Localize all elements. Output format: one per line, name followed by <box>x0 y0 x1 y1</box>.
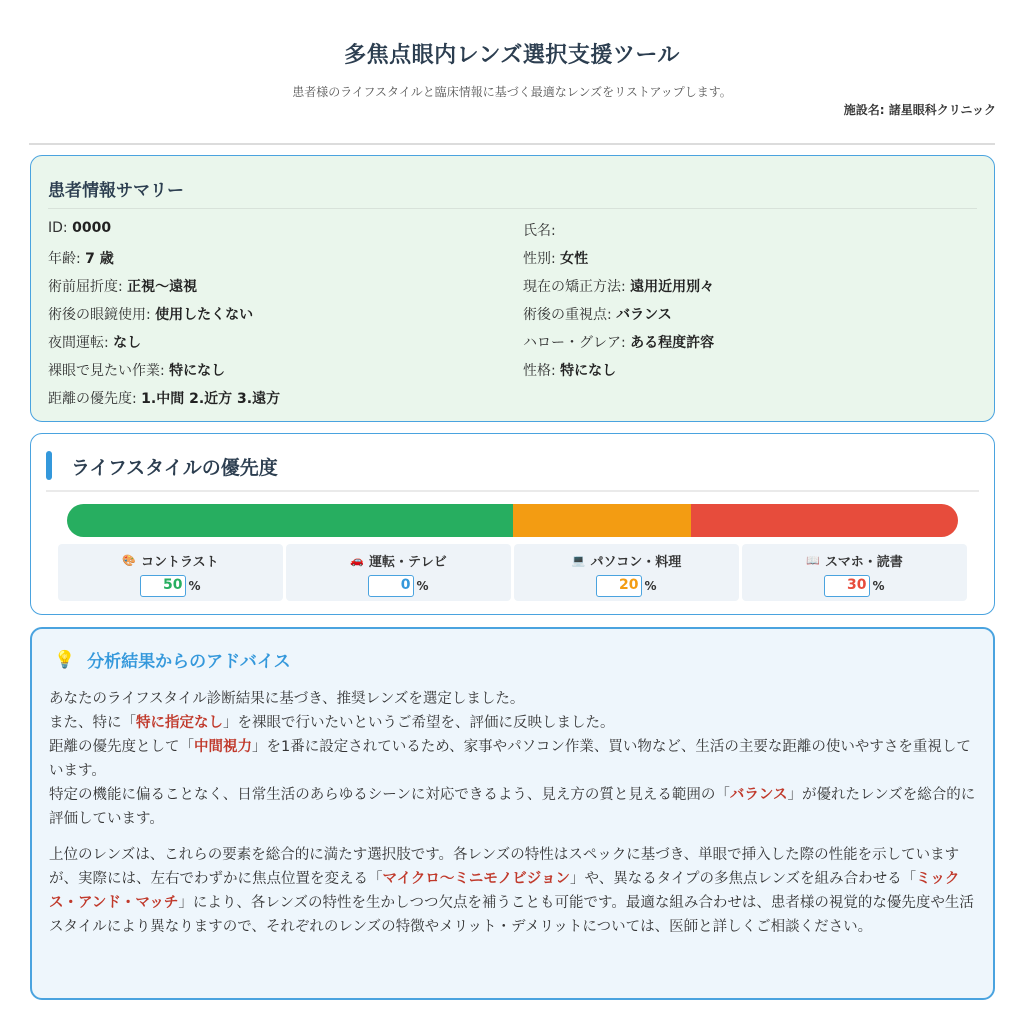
priority-cell-driving <box>286 544 511 601</box>
priority-bar-segment <box>691 504 958 537</box>
priority-bar-segment <box>67 504 513 537</box>
summary-id: ID: 0000 <box>48 220 112 236</box>
lifestyle-divider <box>46 490 979 492</box>
summary-priority: 術後の重視点: バランス <box>523 307 672 323</box>
advice-title: 分析結果からのアドバイス <box>87 652 291 672</box>
summary-night-driving: 夜間運転: なし <box>48 335 142 351</box>
percent-sign: % <box>188 579 201 593</box>
summary-glasses: 術後の眼鏡使用: 使用したくない <box>48 307 254 323</box>
facility-name: 諸星眼科クリニック <box>888 103 996 117</box>
summary-personality: 性格: 特になし <box>523 363 617 379</box>
facility-info <box>844 101 996 118</box>
priority-cell-phone <box>742 544 967 601</box>
percent-sign: % <box>872 579 885 593</box>
highlight-text: 中間視力 <box>194 739 252 755</box>
percent-sign: % <box>416 579 429 593</box>
advice-paragraph: また、特に「特に指定なし」を裸眼で行いたいというご希望を、評価に反映しました。 <box>49 715 615 731</box>
highlight-text: ミックス・アンド・マッチ <box>49 871 960 911</box>
priority-cells <box>58 544 967 601</box>
summary-correction: 現在の矯正方法: 遠用近用別々 <box>523 279 715 295</box>
advice-paragraph: 距離の優先度として「中間視力」を1番に設定されているため、家事やパソコン作業、買い物など、生活の主要な距離の使いやすさを重視しています。 <box>49 739 971 779</box>
driving-percent-input[interactable]: 0 <box>368 575 414 597</box>
palette-icon: 🎨 <box>122 554 137 567</box>
patient-summary-panel <box>30 155 995 422</box>
car-icon: 🚗 <box>350 554 364 567</box>
summary-divider <box>48 208 977 209</box>
priority-label: スマホ・読書 <box>824 555 903 570</box>
section-accent <box>46 451 52 480</box>
priority-cell-pc <box>514 544 739 601</box>
summary-title: 患者情報サマリー <box>48 181 184 201</box>
lifestyle-panel <box>30 433 995 615</box>
highlight-text: バランス <box>729 787 788 803</box>
page-title: 多焦点眼内レンズ選択支援ツール <box>344 43 680 68</box>
summary-halo-glare: ハロー・グレア: ある程度許容 <box>523 335 715 351</box>
summary-naked-eye-task: 裸眼で見たい作業: 特になし <box>48 363 226 379</box>
summary-sex: 性別: 女性 <box>523 251 589 267</box>
priority-label: コントラスト <box>141 555 219 570</box>
summary-name: 氏名: <box>523 223 556 239</box>
page-header <box>0 0 1024 100</box>
advice-paragraph: 上位のレンズは、これらの要素を総合的に満たす選択肢です。各レンズの特性はスペックに基づき、単眼で挿入した際の性能を示していますが、実際には、左右でわずかに焦点位置を変える「マイクロ〜ミニモノビジョン」や、異なるタイプの多焦点レンズを組み合わせる「ミックス・アンド・マッチ」により、各レンズの特性を生かしつつ欠点を補うことも可能です。最適な組み合わせは、患者様の視覚的な優先度や生活スタイルにより異なりますので、それぞれのレンズの特徴やメリット・デメリットについては、医師と詳しくご相談ください。 <box>49 847 974 935</box>
priority-bar-segment <box>513 504 691 537</box>
highlight-text: マイクロ〜ミニモノビジョン <box>382 871 570 887</box>
computer-icon: 💻 <box>571 554 586 567</box>
priority-label: 運転・テレビ <box>368 555 447 570</box>
advice-paragraph: あなたのライフスタイル診断結果に基づき、推奨レンズを選定しました。 <box>49 691 525 707</box>
paragraph-gap <box>49 831 976 843</box>
phone-percent-input[interactable]: 30 <box>824 575 870 597</box>
priority-bar <box>67 504 958 537</box>
lightbulb-icon: 💡 <box>54 649 76 670</box>
percent-sign: % <box>644 579 657 593</box>
lifestyle-title: ライフスタイルの優先度 <box>71 457 278 479</box>
book-icon: 📖 <box>806 554 820 567</box>
summary-distance-priority: 距離の優先度: 1.中間 2.近方 3.遠方 <box>48 391 281 407</box>
advice-header <box>54 647 291 672</box>
summary-refraction: 術前屈折度: 正視〜遠視 <box>48 279 198 295</box>
advice-paragraph: 特定の機能に偏ることなく、日常生活のあらゆるシーンに対応できるよう、見え方の質と見える範囲の「バランス」が優れたレンズを総合的に評価しています。 <box>49 787 976 827</box>
highlight-text: 特に指定なし <box>136 715 223 731</box>
pc-percent-input[interactable]: 20 <box>596 575 642 597</box>
summary-age: 年齢: 7 歳 <box>48 251 114 267</box>
advice-body <box>49 687 976 939</box>
page-subtitle: 患者様のライフスタイルと臨床情報に基づく最適なレンズをリストアップします。 <box>292 85 732 99</box>
advice-panel <box>30 627 995 1000</box>
facility-label: 施設名: <box>843 103 885 117</box>
priority-cell-contrast <box>58 544 283 601</box>
priority-label: パソコン・料理 <box>590 555 682 570</box>
contrast-percent-input[interactable]: 50 <box>140 575 186 597</box>
header-divider <box>29 143 995 145</box>
